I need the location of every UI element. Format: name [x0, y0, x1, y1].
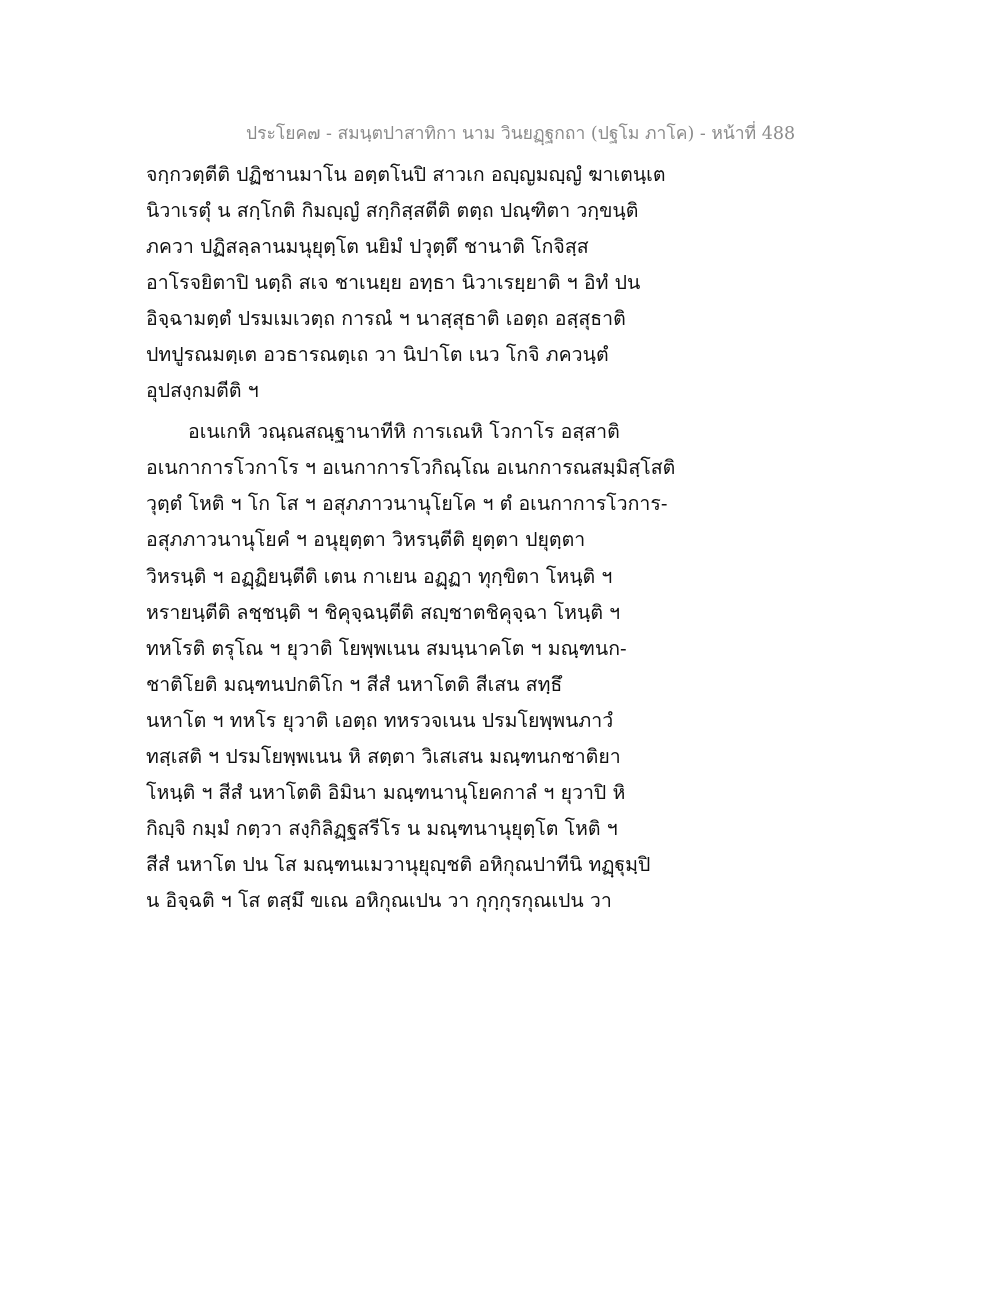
body-text	[146, 157, 706, 919]
text-line: โหนฺติ ฯ สีสํ นหาโตติ อิมินา มณฺฑนานุโยคกาลํ ฯ ยุวาปิ หิ	[146, 780, 626, 804]
text-line: นหาโต ฯ ทหโร ยุวาติ เอตฺถ ทหรวจเนน ปรมโยพฺพนภาวํ	[146, 708, 614, 732]
text-line: อาโรจยิตาปิ นตฺถิ สเจ ชาเนยฺย อทฺธา นิวาเรยฺยาติ ฯ อิทํ ปน	[146, 271, 641, 295]
text-line: นิวาเรตุํ น สกฺโกติ กิมญฺญํ สกฺกิสฺสตีติ ตตฺถ ปณฺฑิตา วกฺขนฺติ	[146, 199, 639, 223]
text-line: ปทปูรณมตฺเต อวธารณตฺเถ วา นิปาโต เนว โกจิ ภควนฺตํ	[146, 343, 609, 367]
text-line: จกฺกวตฺตีติ ปฏิชานมาโน อตฺตโนปิ สาวเก อญฺญมญฺญํ ฆาเตนฺเต	[146, 163, 666, 186]
text-line: อสุภภาวนานุโยคํ ฯ อนุยุตฺตา วิหรนฺตีติ ยุตฺตา ปยุตฺตา	[146, 528, 586, 552]
text-line: ชาติโยติ มณฺฑนปกติโก ฯ สีสํ นหาโตติ สีเสน สทฺธึ	[146, 672, 563, 696]
text-line: วุตฺตํ โหติ ฯ โก โส ฯ อสุภภาวนานุโยโค ฯ ตํ อเนกาการโวการ-	[146, 492, 668, 516]
text-line: อเนกาการโวกาโร ฯ อเนกาการโวกิณฺโณ อเนกการณสมฺมิสฺโสติ	[146, 456, 676, 480]
text-line: อิจฺฉามตฺตํ ปรมเมเวตฺถ การณํ ฯ นาสฺสุธาติ เอตฺถ อสฺสุธาติ	[146, 307, 626, 331]
paragraph-1	[146, 157, 706, 409]
text-line: สีสํ นหาโต ปน โส มณฺฑนเมวานุยุญฺชติ อหิกุณปาทีนิ ทฏฺฐุมฺปิ	[146, 852, 651, 876]
paragraph-2	[146, 414, 706, 919]
text-line: หรายนฺตีติ ลชฺชนฺติ ฯ ชิคุจฺฉนฺตีติ สญฺชาตชิคุจฺฉา โหนฺติ ฯ	[146, 600, 621, 624]
text-line: น อิจฺฉติ ฯ โส ตสฺมึ ขเณ อหิกุณเปน วา กุกฺกุรกุณเปน วา	[146, 888, 612, 912]
text-line: ทสฺเสติ ฯ ปรมโยพฺพเนน หิ สตฺตา วิเสเสน มณฺฑนกชาติยา	[146, 744, 621, 768]
running-header: ประโยค๗ - สมนฺตปาสาทิกา นาม วินยฏฺฐกถา (ปฐโม ภาโค) - หน้าที่ 488	[246, 124, 796, 144]
text-line: อเนเกหิ วณฺณสณฺฐานาทีหิ การเณหิ โวกาโร อสฺสาติ	[188, 420, 620, 444]
text-line: อุปสงฺกมตีติ ฯ	[146, 379, 259, 403]
text-line: กิญฺจิ กมฺมํ กตฺวา สงฺกิลิฏฺฐสรีโร น มณฺฑนานุยุตฺโต โหติ ฯ	[146, 816, 618, 840]
text-line: วิหรนฺติ ฯ อฏฺฏิยนฺตีติ เตน กาเยน อฏฺฏา ทุกฺขิตา โหนฺติ ฯ	[146, 564, 613, 588]
text-line: ภควา ปฏิสลฺลานมนุยุตฺโต นยิมํ ปวุตฺตึ ชานาติ โกจิสฺส	[146, 235, 589, 259]
text-line: ทหโรติ ตรุโณ ฯ ยุวาติ โยพฺพเนน สมนฺนาคโต ฯ มณฺฑนก-	[146, 636, 627, 660]
